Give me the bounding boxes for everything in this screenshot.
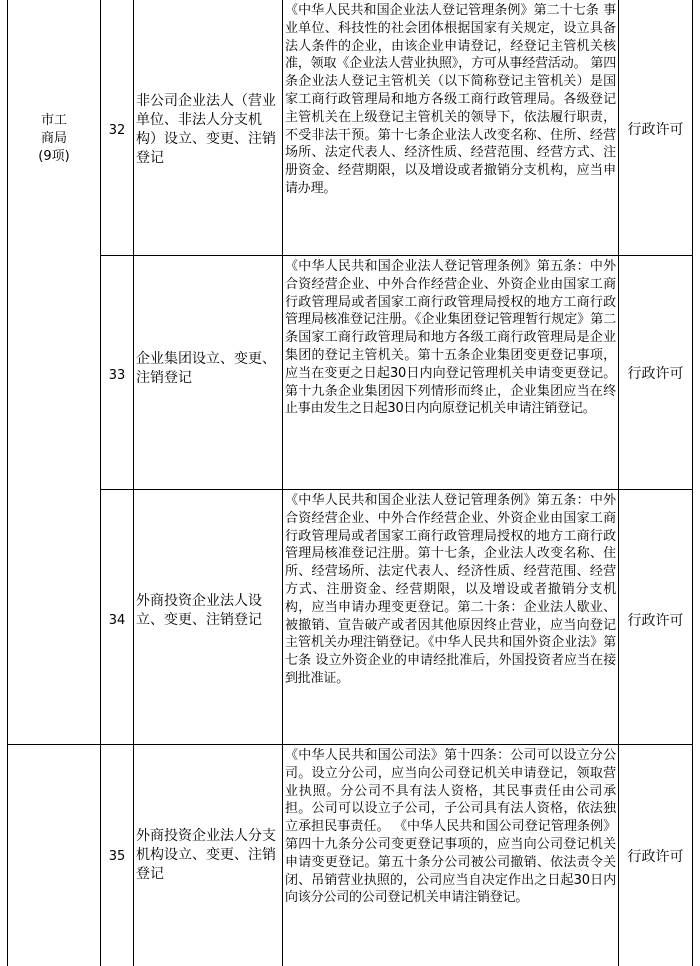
item-number: 32 bbox=[108, 123, 126, 138]
permit-type: 行政许可 bbox=[627, 613, 684, 629]
column-divider bbox=[618, 0, 619, 966]
legal-basis: 《中华人民共和国企业法人登记管理条例》第五条：中外合资经营企业、中外合作经营企业、外资企业由国家工商行政管理局或者国家工商行政管理局授权的地方工商行政管理局核准登记注册。第十七条，企业法人改变名称、住所、经营场所、法定代表人、经济性质、经营范围、经营方式、注册资金、经营期限，以及增设或者撤销分支机构，应当申请办理变更登记。第二十条：企业法人歇业、被撤销、宣告破产或者因其他原因终止营业，应当向登记主管机关办理注销登记。《中华人民共和国外资企业法》第七条 设立外资企业的申请经批准后，外国投资者应当在接到批准证。 bbox=[285, 493, 616, 686]
item-name: 外商投资企业法人分支机构设立、变更、注销登记 bbox=[136, 828, 276, 882]
permit-type: 行政许可 bbox=[627, 122, 684, 138]
item-number: 33 bbox=[108, 368, 126, 383]
row-divider bbox=[7, 744, 693, 745]
department-name-line: 市工 bbox=[40, 113, 67, 128]
table-border-right bbox=[692, 0, 693, 966]
permit-type: 行政许可 bbox=[627, 849, 684, 865]
legal-basis: 《中华人民共和国公司法》第十四条：公司可以设立分公司。设立分公司，应当向公司登记机关申请登记，领取营业执照。分公司不具有法人资格，其民事责任由公司承担。公司可以设立子公司，子公司具有法人资格，依法独立承担民事责任。 《中华人民共和国公司登记管理条例》第四十九条分公司变更登记事项的，应当向公司登记机关申请变更登记。第五十条分公司被公司撤销、依法责令关闭、吊销营业执照的，公司应当自决定作出之日起30日内向该分公司的公司登记机关申请注销登记。 bbox=[285, 748, 616, 906]
row-divider bbox=[100, 255, 693, 256]
item-name: 企业集团设立、变更、注销登记 bbox=[136, 351, 276, 386]
legal-basis: 《中华人民共和国企业法人登记管理条例》第五条：中外合资经营企业、中外合作经营企业、外资企业由国家工商行政管理局或者国家工商行政管理局授权的地方工商行政管理局核准登记注册。《企业集团登记管理暂行规定》第二条国家工商行政管理局和地方各级工商行政管理局是企业集团的登记主管机关。第十五条企业集团变更登记事项，应当在变更之日起30日内向登记管理机关申请变更登记。第十九条企业集团因下列情形而终止，企业集团应当在终止事由发生之日起30日内向原登记机关申请注销登记。 bbox=[285, 259, 616, 417]
item-name: 外商投资企业法人设立、变更、注销登记 bbox=[136, 593, 262, 628]
item-name: 非公司企业法人（营业单位、非法人分支机构）设立、变更、注销登记 bbox=[136, 93, 276, 166]
department-name-line: 商局 bbox=[40, 131, 67, 146]
item-number: 35 bbox=[108, 849, 126, 864]
department-count: (9项) bbox=[38, 149, 70, 164]
legal-basis: 《中华人民共和国企业法人登记管理条例》第二十七条 事业单位、科技性的社会团体根据国家有关规定，设立具备法人条件的企业，由该企业申请登记，经登记主管机关核准，领取《企业法人营业执照》，方可从事经营活动。 第四条企业法人登记主管机关（以下简称登记主管机关）是国家工商行政管理局和地方各级工商行政管理局。各级登记主管机关在上级登记主管机关的领导下，依法履行职责，不受非法干预。第十七条企业法人改变名称、住所、经营场所、法定代表人、经济性质、经营范围、经营方式、注册资金、经营期限，以及增设或者撤销分支机构，应当申请办理。 bbox=[285, 3, 616, 196]
row-divider bbox=[100, 489, 693, 490]
department-cell bbox=[8, 112, 100, 172]
column-divider bbox=[100, 0, 101, 966]
item-number: 34 bbox=[108, 613, 126, 628]
permit-type: 行政许可 bbox=[627, 366, 684, 382]
